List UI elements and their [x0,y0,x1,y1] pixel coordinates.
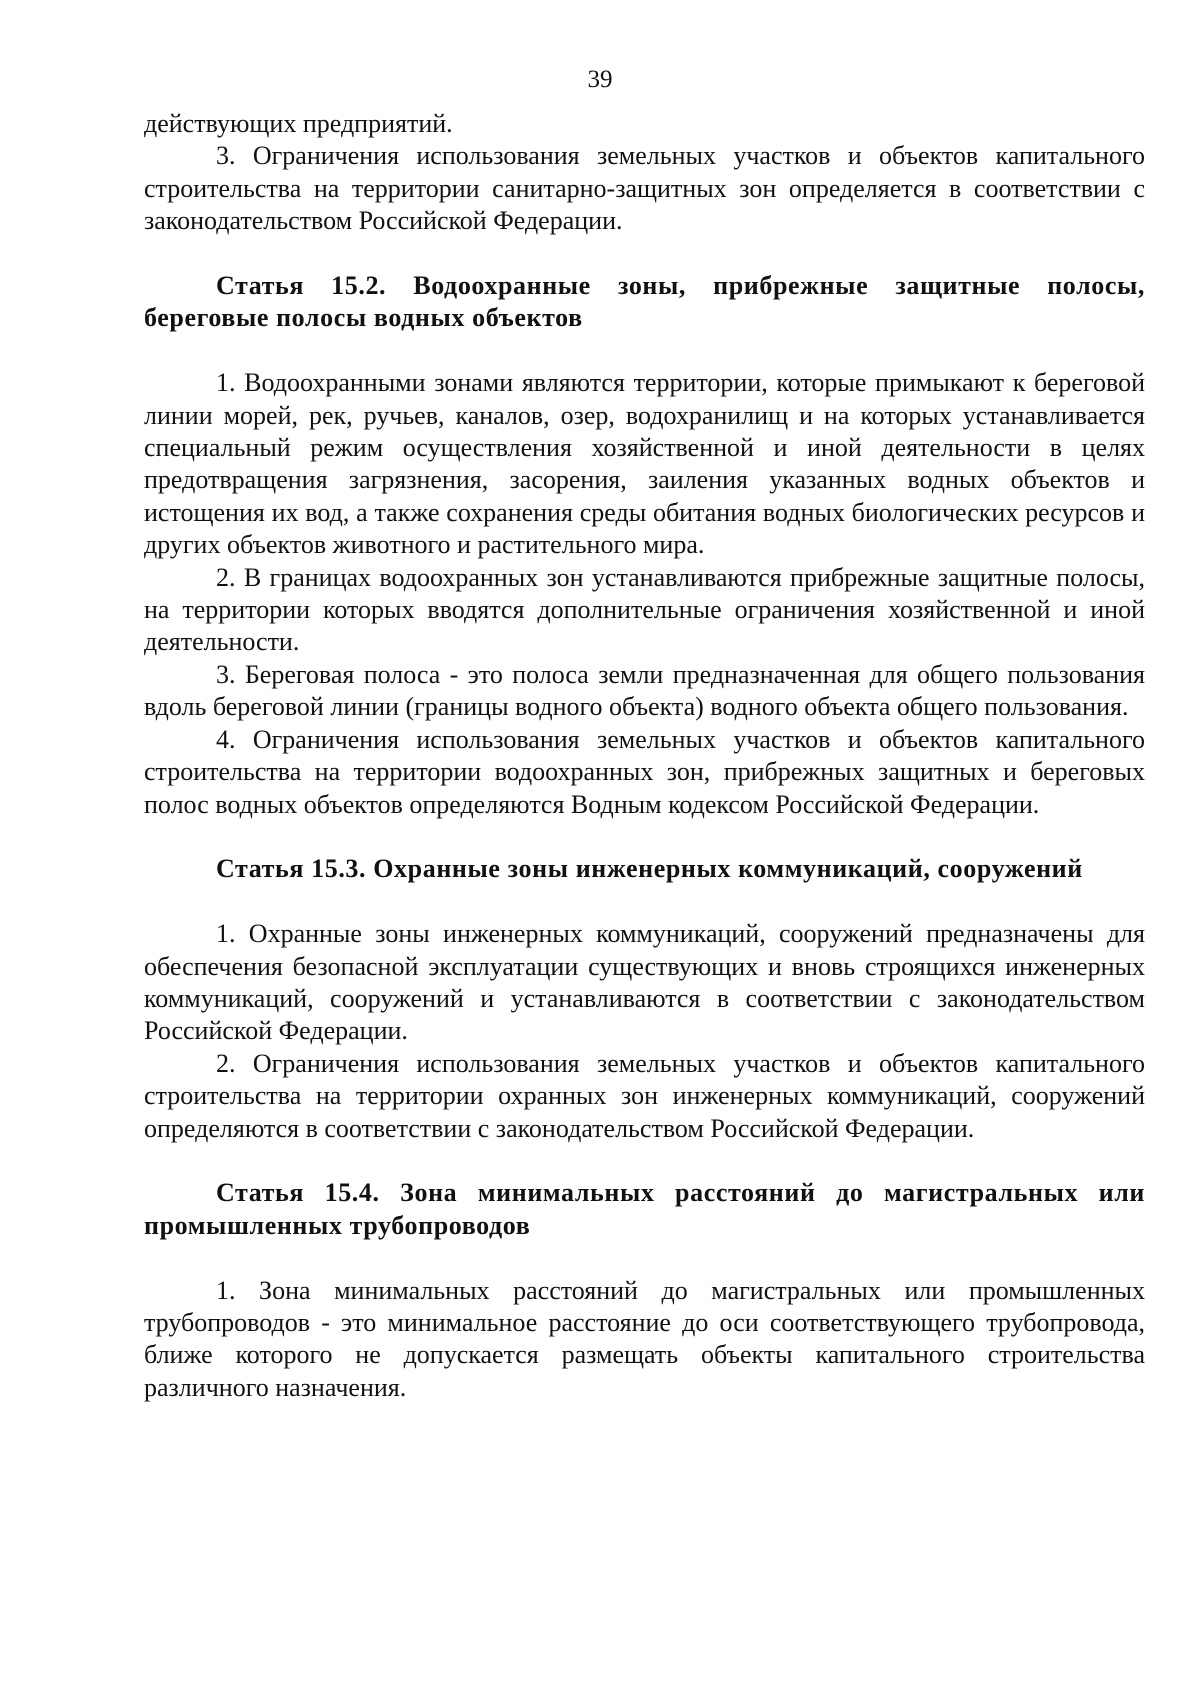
spacer [144,886,1145,918]
paragraph: 3. Ограничения использования земельных участков и объектов капитального строительства на территории санитарно-защитных зон определяется в соответствии с законодательством Российской Федерации. [144,141,1145,236]
paragraph-continuation: действующих предприятий. [144,109,453,138]
spacer [144,1242,1145,1274]
paragraph: 1. Зона минимальных расстояний до магистральных или промышленных трубопроводов - это минимальное расстояние до оси соответствующего трубопровода, ближе которого не допускается размещать объекты капитального строительства различного назначения. [144,1275,1145,1402]
article-heading-15-2: Статья 15.2. Водоохранные зоны, прибрежные защитные полосы, береговые полосы водных объектов [144,271,1145,333]
document-body [144,108,1145,1404]
page-number: 39 [587,66,613,93]
spacer [144,238,1145,270]
spacer [144,821,1145,853]
spacer [144,1145,1145,1177]
paragraph: 4. Ограничения использования земельных участков и объектов капитального строительства на территории водоохранных зон, прибрежных защитных и береговых полос водных объектов определяются Водным кодексом Российской Федерации. [144,724,1145,819]
article-heading-15-4: Статья 15.4. Зона минимальных расстояний до магистральных или промышленных трубопроводов [144,1178,1145,1240]
paragraph: 1. Водоохранными зонами являются территории, которые примыкают к береговой линии морей, рек, ручьев, каналов, озер, водохранилищ и на которых устанавливается специальный режим осуществления хозяйственной и иной деятельности в целях предотвращения загрязнения, засорения, заиления указанных водных объектов и истощения их вод, а также сохранения среды обитания водных биологических ресурсов и других объектов животного и растительного мира. [144,368,1145,560]
paragraph: 3. Береговая полоса - это полоса земли предназначенная для общего пользования вдоль береговой линии (границы водного объекта) водного объекта общего пользования. [144,659,1145,722]
spacer [144,335,1145,367]
article-heading-15-3: Статья 15.3. Охранные зоны инженерных коммуникаций, сооружений [216,854,1083,884]
paragraph: 2. В границах водоохранных зон устанавливаются прибрежные защитные полосы, на территории которых вводятся дополнительные ограничения хозяйственной и иной деятельности. [144,562,1145,657]
paragraph: 2. Ограничения использования земельных участков и объектов капитального строительства на территории охранных зон инженерных коммуникаций, сооружений определяются в соответствии с законодательством Российской Федерации. [144,1048,1145,1143]
paragraph: 1. Охранные зоны инженерных коммуникаций, сооружений предназначены для обеспечения безопасной эксплуатации существующих и вновь строящихся инженерных коммуникаций, сооружений и устанавливаются в соответствии с законодательством Российской Федерации. [144,919,1145,1046]
